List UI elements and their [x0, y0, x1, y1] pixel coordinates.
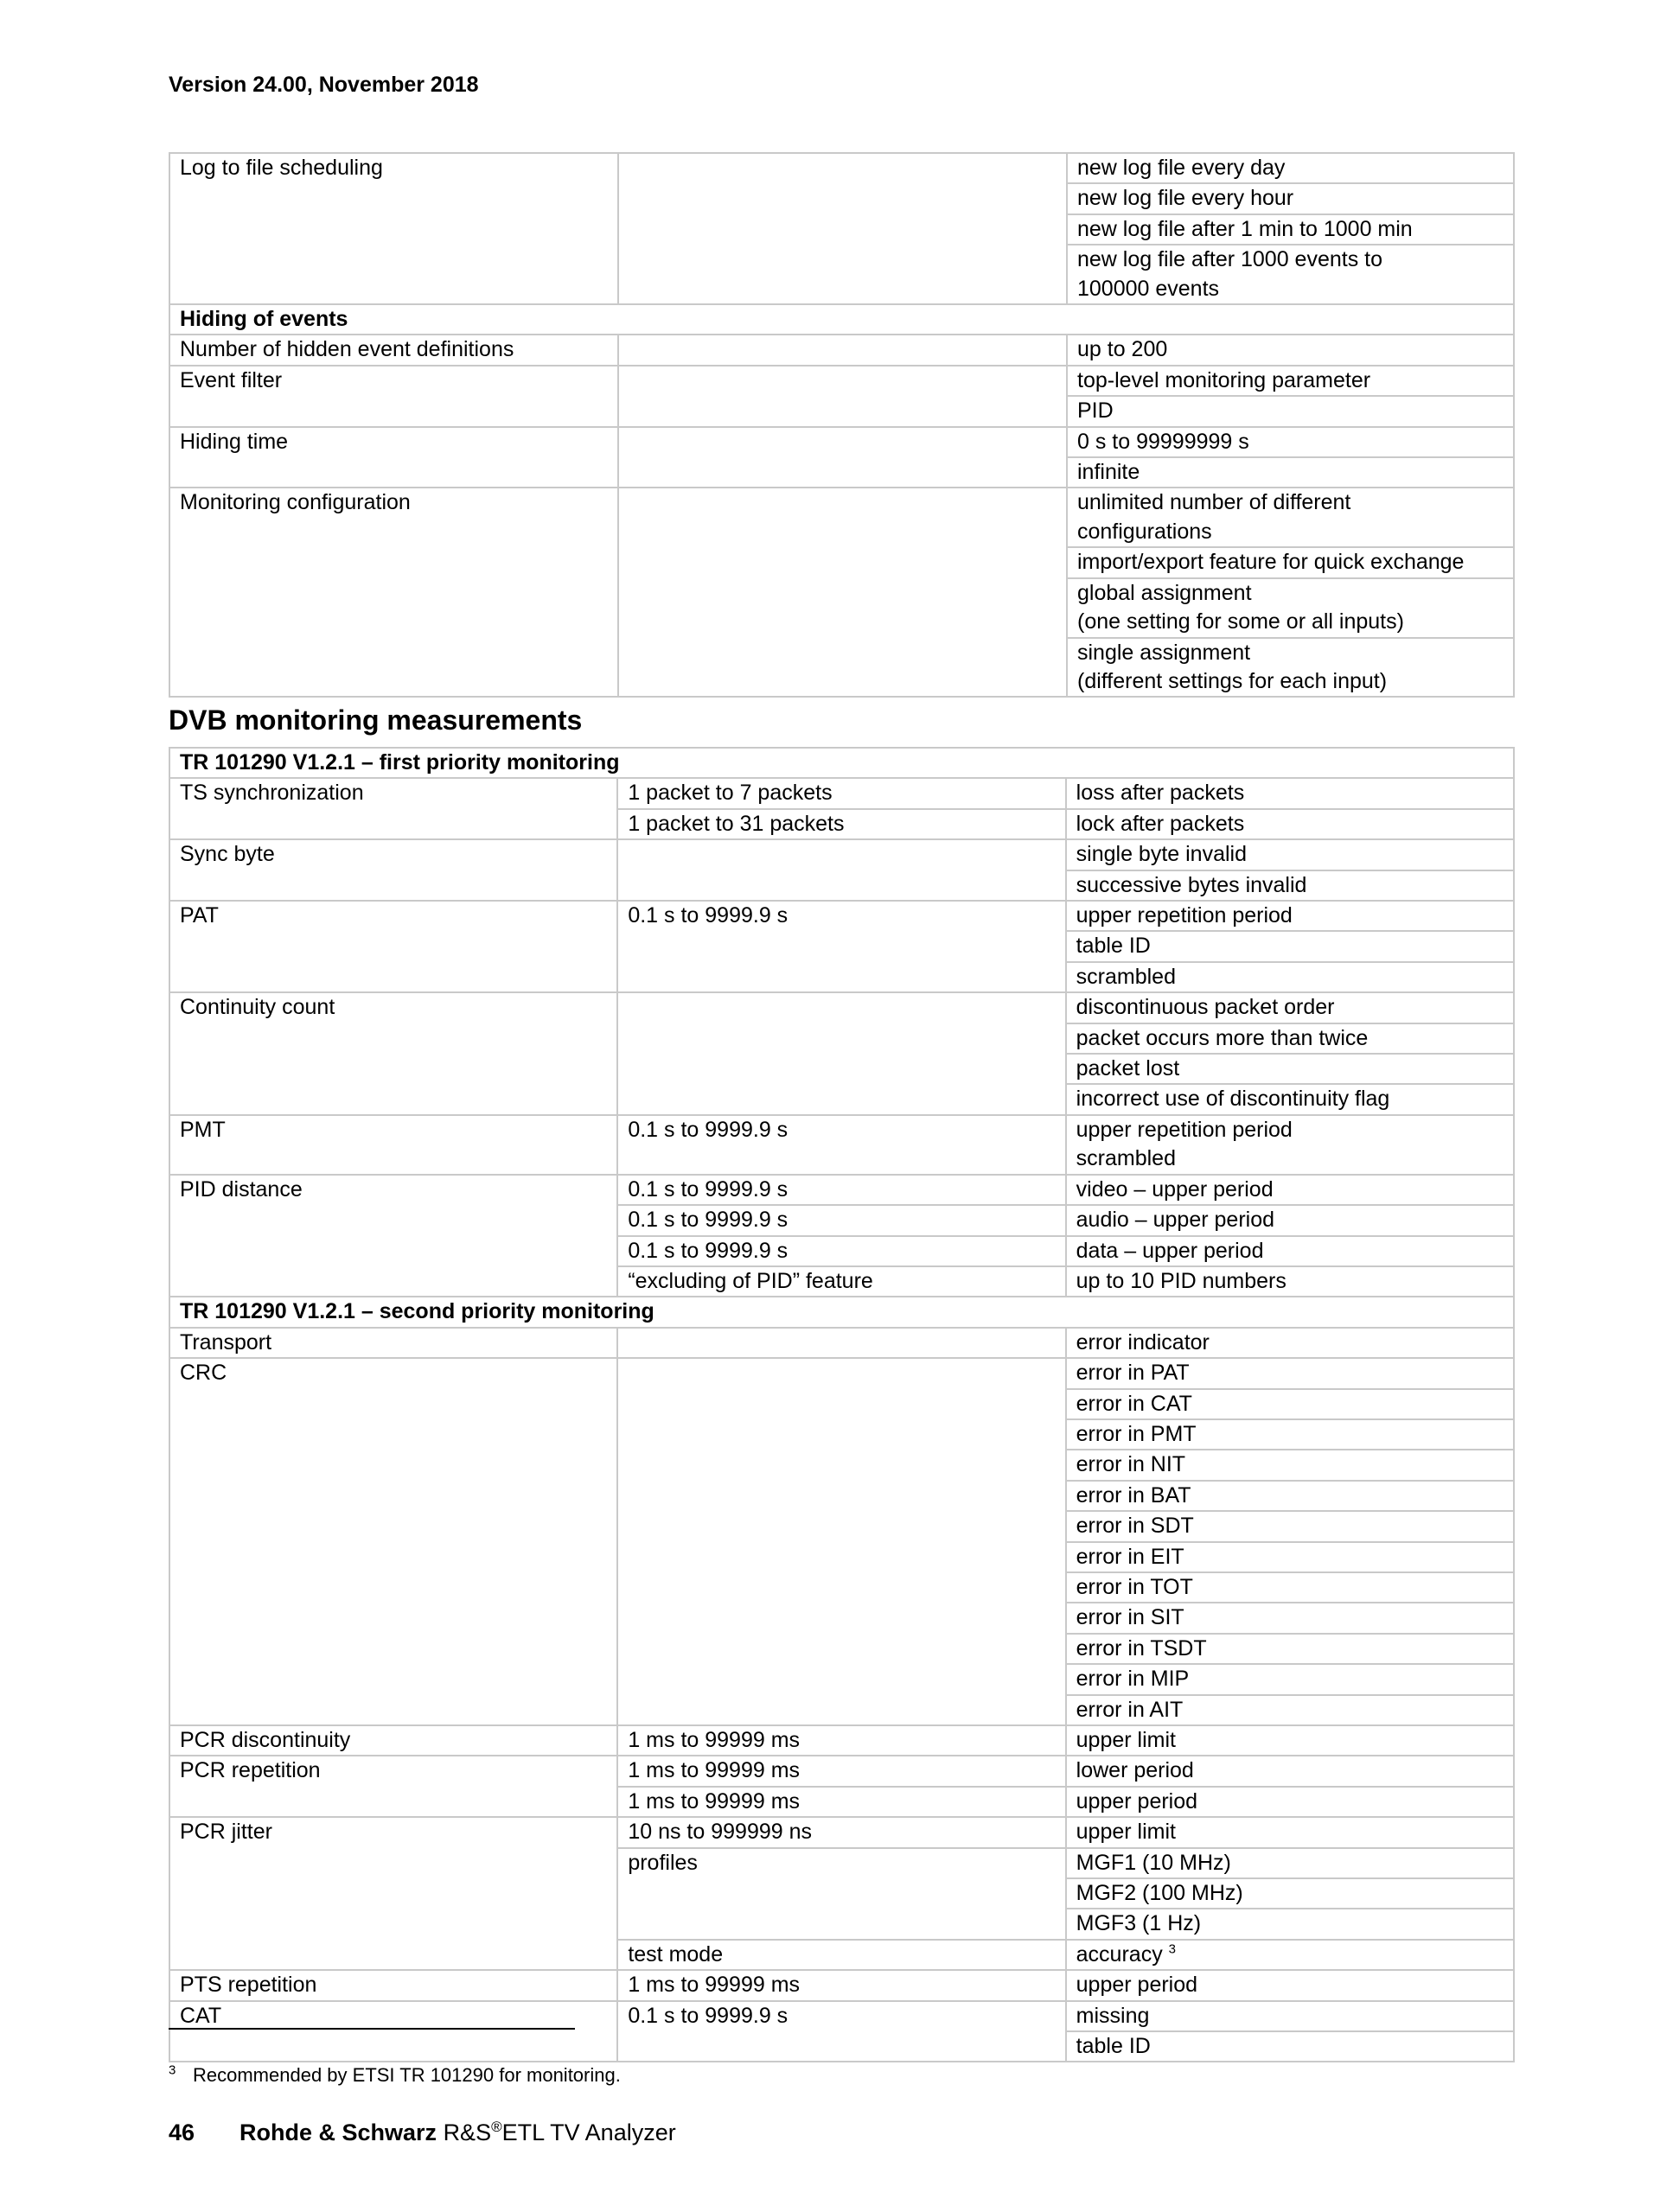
row-label: PAT	[169, 901, 617, 931]
table-row	[169, 870, 1514, 901]
cell-value: infinite	[1067, 457, 1514, 488]
table-row	[169, 1542, 1514, 1572]
logging-spec-table	[169, 152, 1515, 698]
row-label: CAT	[169, 2001, 617, 2031]
table-row	[169, 638, 1514, 667]
footnote-number: 3	[169, 2062, 176, 2078]
cell-value: new log file after 1000 events to	[1067, 245, 1514, 274]
table-row	[169, 1419, 1514, 1450]
table-row	[169, 1909, 1514, 1939]
cell-range: “excluding of PID” feature	[617, 1266, 1065, 1297]
table-row	[169, 1481, 1514, 1511]
row-label: PMT	[169, 1115, 617, 1144]
footnote-ref: 3	[1168, 1941, 1176, 1957]
table-row	[169, 245, 1514, 274]
table-row	[169, 667, 1514, 697]
cell-range: 10 ns to 999999 ns	[617, 1817, 1065, 1847]
row-label: TS synchronization	[169, 778, 617, 808]
cell-value: up to 10 PID numbers	[1066, 1266, 1514, 1297]
cell-value: error in SIT	[1066, 1603, 1514, 1633]
table-row	[169, 1756, 1514, 1786]
table-row	[169, 578, 1514, 608]
table-row	[169, 1603, 1514, 1633]
row-label: PID distance	[169, 1175, 617, 1205]
table-row	[169, 518, 1514, 547]
cell-range: 0.1 s to 9999.9 s	[617, 901, 1065, 931]
cell-value: PID	[1067, 396, 1514, 426]
cell-range: 0.1 s to 9999.9 s	[617, 1175, 1065, 1205]
table-row	[169, 1266, 1514, 1297]
table-row	[169, 1970, 1514, 2000]
table-row	[169, 992, 1514, 1023]
cell-value: single byte invalid	[1066, 839, 1514, 870]
product-prefix: R&S	[443, 2120, 492, 2145]
cell-value: video – upper period	[1066, 1175, 1514, 1205]
table-row	[169, 1084, 1514, 1114]
table-row	[169, 1358, 1514, 1388]
section-header: Hiding of events	[169, 304, 1514, 335]
table-row	[169, 2031, 1514, 2062]
cell-range: 1 ms to 99999 ms	[617, 1725, 1065, 1756]
cell-value: error in TSDT	[1066, 1634, 1514, 1664]
row-label: PCR jitter	[169, 1817, 617, 1847]
row-label: Number of hidden event definitions	[169, 335, 618, 365]
document-version: Version 24.00, November 2018	[169, 73, 479, 97]
cell-value: scrambled	[1066, 962, 1514, 992]
table-row	[169, 1878, 1514, 1909]
footnote-divider	[169, 2028, 575, 2030]
cell-value: error in PAT	[1066, 1358, 1514, 1388]
row-label: Hiding time	[169, 427, 618, 457]
cell-value: error in BAT	[1066, 1481, 1514, 1511]
cell-value: new log file every day	[1067, 153, 1514, 183]
cell-value: upper repetition period	[1066, 1115, 1514, 1144]
cell-value: upper period	[1066, 1970, 1514, 2000]
brand-name: Rohde & Schwarz	[239, 2120, 437, 2145]
table-row	[169, 1572, 1514, 1603]
table-row	[169, 1817, 1514, 1847]
table-row	[169, 1205, 1514, 1235]
cell-value: global assignment	[1067, 578, 1514, 608]
section-header-row	[169, 1297, 1514, 1327]
page-footer	[169, 2120, 676, 2146]
table-row	[169, 457, 1514, 488]
cell-value: table ID	[1066, 931, 1514, 961]
row-label: PTS repetition	[169, 1970, 617, 2000]
cell-value: error indicator	[1066, 1328, 1514, 1358]
row-label: PCR repetition	[169, 1756, 617, 1786]
cell-value: error in AIT	[1066, 1695, 1514, 1725]
row-label: CRC	[169, 1358, 617, 1388]
table-row	[169, 488, 1514, 517]
table-row	[169, 1787, 1514, 1817]
cell-value: MGF2 (100 MHz)	[1066, 1878, 1514, 1909]
cell-value: error in NIT	[1066, 1450, 1514, 1480]
cell-range: 1 ms to 99999 ms	[617, 1756, 1065, 1786]
cell-value: table ID	[1066, 2031, 1514, 2062]
cell-value-text: accuracy	[1076, 1941, 1163, 1967]
cell-value: incorrect use of discontinuity flag	[1066, 1084, 1514, 1114]
cell-value: upper limit	[1066, 1725, 1514, 1756]
cell-value: (different settings for each input)	[1067, 667, 1514, 697]
footnote-text: Recommended by ETSI TR 101290 for monitoring.	[193, 2064, 621, 2086]
cell-value: new log file after 1 min to 1000 min	[1067, 214, 1514, 245]
cell-value: data – upper period	[1066, 1236, 1514, 1266]
cell-range: 1 packet to 31 packets	[617, 809, 1065, 839]
cell-value: (one setting for some or all inputs)	[1067, 608, 1514, 637]
page-number: 46	[169, 2120, 195, 2145]
cell-value: top-level monitoring parameter	[1067, 366, 1514, 396]
section-header: TR 101290 V1.2.1 – first priority monitoring	[169, 748, 1514, 778]
table-row	[169, 153, 1514, 183]
table-row	[169, 1236, 1514, 1266]
table-row	[169, 608, 1514, 637]
row-label: Event filter	[169, 366, 618, 396]
table-row	[169, 1115, 1514, 1144]
cell-value: 100000 events	[1067, 275, 1514, 304]
table-row	[169, 1664, 1514, 1694]
section-header: TR 101290 V1.2.1 – second priority monitoring	[169, 1297, 1514, 1327]
cell-range: 1 ms to 99999 ms	[617, 1787, 1065, 1817]
table-row	[169, 2001, 1514, 2031]
table-row	[169, 366, 1514, 396]
table-row	[169, 1634, 1514, 1664]
table-row	[169, 1940, 1514, 1970]
table-row	[169, 778, 1514, 808]
dvb-monitoring-table	[169, 747, 1515, 2062]
table-row	[169, 1848, 1514, 1878]
cell-value: discontinuous packet order	[1066, 992, 1514, 1023]
cell-range: 0.1 s to 9999.9 s	[617, 1205, 1065, 1235]
table-row	[169, 1389, 1514, 1419]
cell-value: lock after packets	[1066, 809, 1514, 839]
cell-value: packet lost	[1066, 1054, 1514, 1084]
cell-value: MGF1 (10 MHz)	[1066, 1848, 1514, 1878]
table-row	[169, 1023, 1514, 1054]
cell-value: 0 s to 99999999 s	[1067, 427, 1514, 457]
table-row	[169, 1450, 1514, 1480]
table-row	[169, 962, 1514, 992]
cell-value: unlimited number of different	[1067, 488, 1514, 517]
cell-value: import/export feature for quick exchange	[1067, 547, 1514, 577]
cell-value: error in CAT	[1066, 1389, 1514, 1419]
cell-value: successive bytes invalid	[1066, 870, 1514, 901]
section-header-row	[169, 748, 1514, 778]
cell-range: profiles	[617, 1848, 1065, 1878]
table-row	[169, 427, 1514, 457]
table-row	[169, 547, 1514, 577]
cell-value	[1066, 1940, 1514, 1970]
cell-value: error in TOT	[1066, 1572, 1514, 1603]
table-row	[169, 1511, 1514, 1541]
table-row	[169, 335, 1514, 365]
product-name: ETL TV Analyzer	[501, 2120, 676, 2145]
cell-value: error in PMT	[1066, 1419, 1514, 1450]
cell-range: 1 ms to 99999 ms	[617, 1970, 1065, 2000]
cell-value: new log file every hour	[1067, 183, 1514, 214]
cell-value: upper repetition period	[1066, 901, 1514, 931]
table-row	[169, 1328, 1514, 1358]
cell-value: scrambled	[1066, 1144, 1514, 1174]
table-row	[169, 1054, 1514, 1084]
table-row	[169, 396, 1514, 426]
cell-value: error in SDT	[1066, 1511, 1514, 1541]
row-label: Continuity count	[169, 992, 617, 1023]
table-row	[169, 1725, 1514, 1756]
section-header-row	[169, 304, 1514, 335]
cell-range: 0.1 s to 9999.9 s	[617, 2001, 1065, 2031]
cell-value: error in EIT	[1066, 1542, 1514, 1572]
cell-value: configurations	[1067, 518, 1514, 547]
row-label: Monitoring configuration	[169, 488, 618, 517]
footnote	[169, 2064, 621, 2087]
section-heading: DVB monitoring measurements	[169, 704, 583, 736]
table-row	[169, 809, 1514, 839]
table-row	[169, 275, 1514, 304]
cell-value: MGF3 (1 Hz)	[1066, 1909, 1514, 1939]
cell-range: test mode	[617, 1940, 1065, 1970]
row-label: Sync byte	[169, 839, 617, 870]
cell-range: 0.1 s to 9999.9 s	[617, 1115, 1065, 1144]
table-row	[169, 901, 1514, 931]
cell-value: loss after packets	[1066, 778, 1514, 808]
cell-value: up to 200	[1067, 335, 1514, 365]
cell-value: single assignment	[1067, 638, 1514, 667]
cell-value: missing	[1066, 2001, 1514, 2031]
cell-value: upper limit	[1066, 1817, 1514, 1847]
table-row	[169, 1175, 1514, 1205]
cell-range: 1 packet to 7 packets	[617, 778, 1065, 808]
row-label: Log to file scheduling	[169, 153, 618, 183]
cell-value: audio – upper period	[1066, 1205, 1514, 1235]
table-row	[169, 839, 1514, 870]
cell-range: 0.1 s to 9999.9 s	[617, 1236, 1065, 1266]
cell-value: packet occurs more than twice	[1066, 1023, 1514, 1054]
table-row	[169, 1695, 1514, 1725]
table-row	[169, 214, 1514, 245]
registered-mark: ®	[491, 2119, 502, 2135]
row-label: Transport	[169, 1328, 617, 1358]
cell-value: upper period	[1066, 1787, 1514, 1817]
table-row	[169, 931, 1514, 961]
cell-value: error in MIP	[1066, 1664, 1514, 1694]
table-row	[169, 183, 1514, 214]
row-label: PCR discontinuity	[169, 1725, 617, 1756]
table-row	[169, 1144, 1514, 1174]
cell-value: lower period	[1066, 1756, 1514, 1786]
